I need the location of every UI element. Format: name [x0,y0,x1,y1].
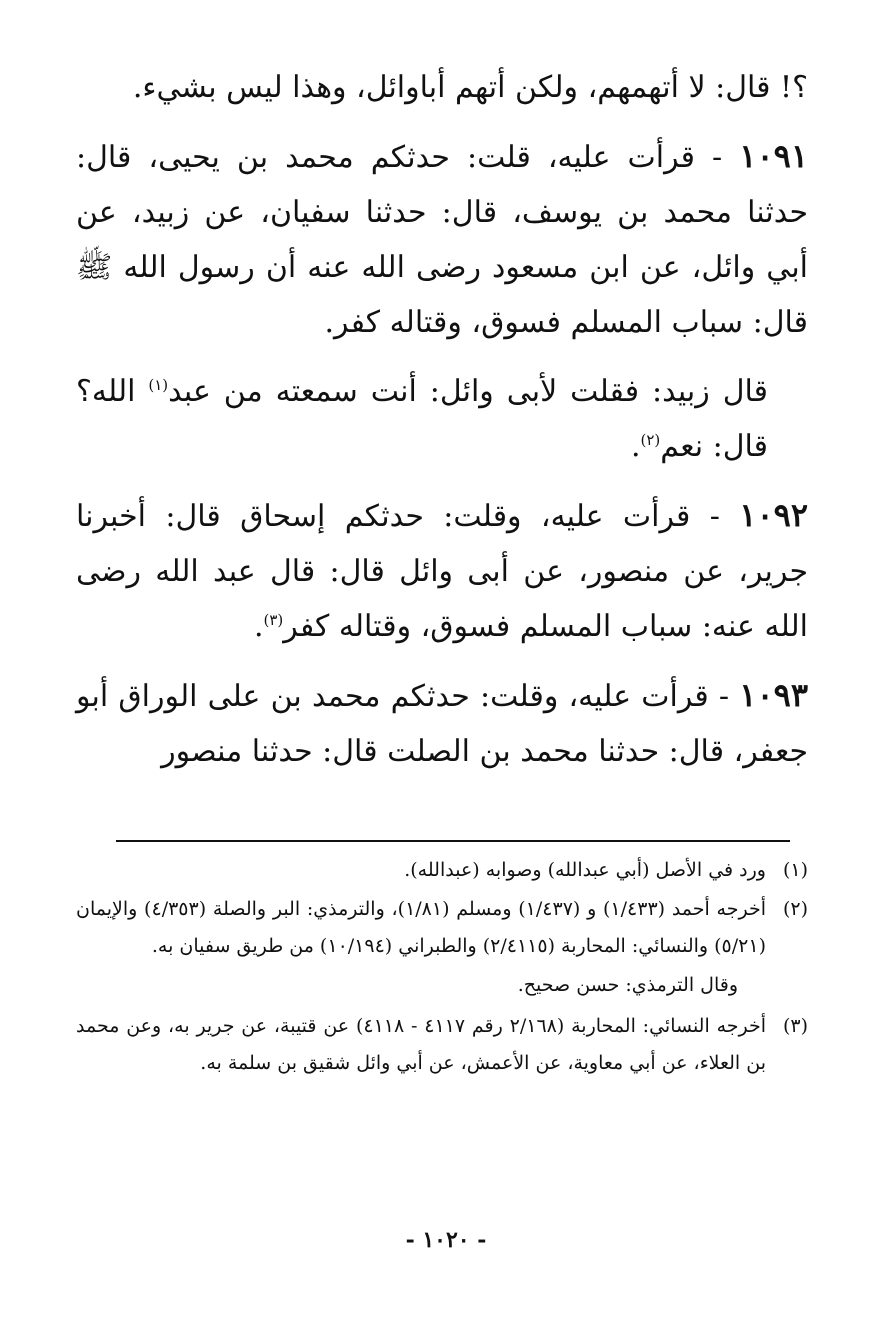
footnote-2-remark [76,967,808,1004]
hadith-number: ١٠٩١ [739,137,808,175]
footnote-text: أخرجه النسائي: المحاربة (٢/١٦٨ رقم ٤١١٧ - ٤١١٨) عن قتيبة، عن جرير به، وعن محمد بن العلاء، عن أبي معاوية، عن الأعمش، عن أبي وائل شقيق بن سلمة به. [76,1015,767,1074]
footnotes [76,852,808,1084]
footnote-text: أخرجه أحمد (١/٤٣٣) و (١/٤٣٧) ومسلم (١/٨١)، والترمذي: البر والصلة (٤/٣٥٣) والإيمان (٥/٢١) والنسائي: المحاربة (٢/٤١١٥) والطبراني (١٠/١٩٤) من طريق سفيان به. [76,898,766,957]
comment-text-a: قال زبيد: فقلت لأبى وائل: أنت سمعته من عبد [168,374,768,409]
hadith-text: - قرأت عليه، وقلت: حدثكم إسحاق قال: أخبرنا جرير، عن منصور، عن أبى وائل قال: قال عبد الله رضى الله عنه: سباب المسلم فسوق، وقتاله كفر [76,499,808,644]
footnote-number: (٣) [782,1015,808,1037]
footnote-ref-3[interactable]: (٣) [263,611,284,629]
hadith-end: . [253,609,264,644]
hadith-number: ١٠٩٢ [739,496,808,534]
footnote-ref-1[interactable]: (١) [148,376,169,394]
paragraph-continuation [76,60,808,115]
footnote-ref-2[interactable]: (٢) [640,431,661,449]
hadith-text: - قرأت عليه، وقلت: حدثكم محمد بن على الوراق أبو جعفر، قال: حدثنا محمد بن الصلت قال: حدثنا منصور [76,679,808,769]
footnote-divider [116,840,790,842]
footnote-2 [76,891,808,965]
hadith-1093 [76,668,808,779]
footnote-number: (٢) [782,898,808,920]
page-number: - ١٠٢٠ - [405,1227,487,1253]
paragraph-text: ؟! قال: لا أتهمهم، ولكن أتهم أباوائل، وهذا ليس بشيء. [132,70,808,105]
footnote-1 [76,852,808,889]
hadith-1091-comment [76,364,808,474]
hadith-1091 [76,129,808,350]
hadith-text: - قرأت عليه، قلت: حدثكم محمد بن يحيى، قال: حدثنا محمد بن يوسف، قال: حدثنا سفيان، عن زبيد، عن أبي وائل، عن ابن مسعود رضى الله عنه أن رسول الله ﷺ قال: سباب المسلم فسوق، وقتاله كفر. [76,140,808,340]
comment-text-c: . [630,429,641,464]
comment-text-b: الله؟ قال: نعم [76,374,768,464]
hadith-1092 [76,488,808,654]
footnote-text: ورد في الأصل (أبي عبدالله) وصوابه (عبدالله). [404,859,766,881]
hadith-number: ١٠٩٣ [739,676,808,714]
footnote-text: وقال الترمذي: حسن صحيح. [517,974,738,996]
footnote-number: (١) [782,859,808,881]
footnote-3 [76,1008,808,1082]
main-text [76,60,808,793]
